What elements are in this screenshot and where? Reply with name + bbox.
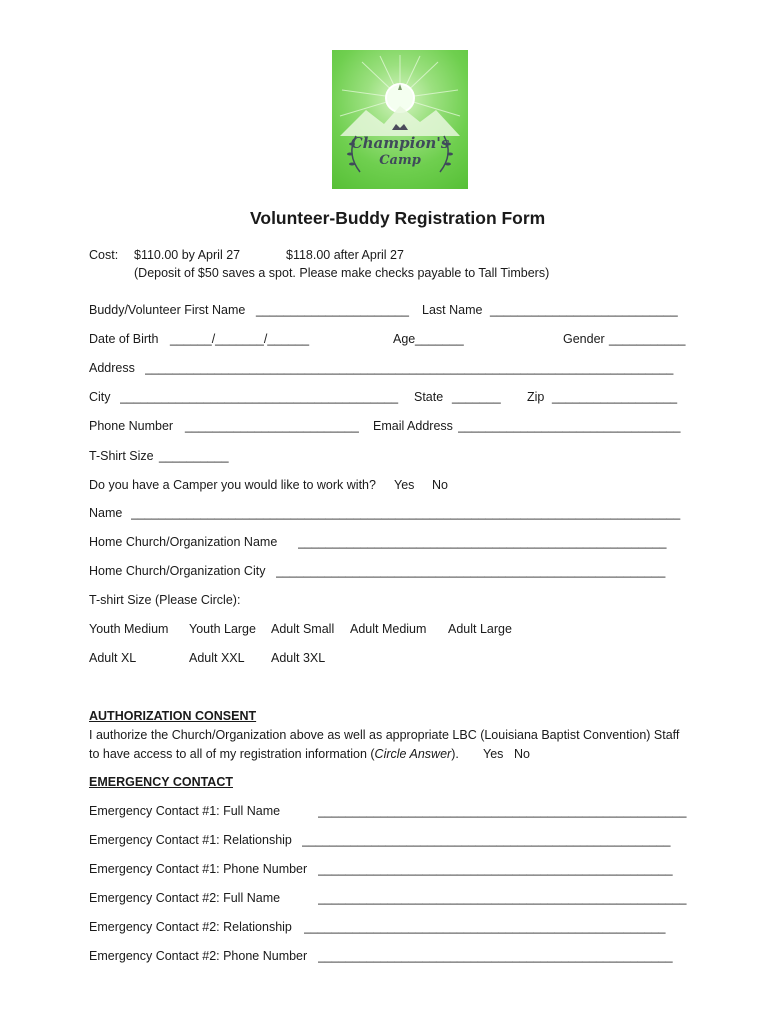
address-label: Address — [89, 361, 135, 375]
camper-question: Do you have a Camper you would like to work with? — [89, 478, 376, 492]
phone-field[interactable]: _________________________ — [185, 419, 359, 433]
size-option[interactable]: Youth Large — [189, 622, 256, 636]
form-title: Volunteer-Buddy Registration Form — [250, 208, 546, 228]
size-option[interactable]: Adult XL — [89, 651, 137, 665]
authorization-text-b: ). — [451, 747, 459, 761]
emergency-row-field[interactable]: ___________________________________________________ — [318, 862, 673, 876]
city-field[interactable]: ________________________________________ — [120, 390, 399, 404]
church-name-label: Home Church/Organization Name — [89, 535, 278, 549]
size-option[interactable]: Adult Medium — [350, 622, 427, 636]
svg-text:Camp: Camp — [379, 153, 421, 168]
gender-field[interactable]: ___________ — [609, 332, 686, 346]
church-name-field[interactable]: _____________________________________________________ — [298, 535, 667, 549]
cost-price-early: $110.00 by April 27 — [134, 248, 241, 262]
tshirt-size-field[interactable]: __________ — [159, 449, 229, 463]
authorization-yes-option[interactable]: Yes — [483, 747, 504, 761]
age-field[interactable]: _______ — [415, 332, 464, 346]
cost-price-late: $118.00 after April 27 — [286, 248, 404, 262]
emergency-row-field[interactable]: _____________________________________________________ — [318, 804, 687, 818]
emergency-row-field[interactable]: ___________________________________________________ — [318, 949, 673, 963]
authorization-text-italic: Circle Answer — [374, 747, 452, 761]
tshirt-size-label: T-Shirt Size — [89, 449, 154, 463]
authorization-text-line2 — [89, 747, 459, 761]
zip-field[interactable]: __________________ — [552, 390, 678, 404]
dob-label: Date of Birth — [89, 332, 159, 346]
dob-field[interactable]: ______/_______/______ — [170, 332, 310, 346]
phone-label: Phone Number — [89, 419, 174, 433]
camper-name-field[interactable]: _______________________________________________________________________________ — [131, 506, 681, 520]
city-label: City — [89, 390, 111, 404]
cost-label: Cost: — [89, 248, 119, 262]
authorization-text-a: to have access to all of my registration information ( — [89, 747, 375, 761]
state-field[interactable]: _______ — [452, 390, 501, 404]
emergency-row-label: Emergency Contact #1: Phone Number — [89, 862, 308, 876]
emergency-row-field[interactable]: ____________________________________________________ — [304, 920, 666, 934]
size-option[interactable]: Youth Medium — [89, 622, 169, 636]
age-label: Age — [393, 332, 416, 346]
emergency-row-field[interactable]: _____________________________________________________ — [318, 891, 687, 905]
authorization-no-option[interactable]: No — [514, 747, 530, 761]
church-city-label: Home Church/Organization City — [89, 564, 266, 578]
zip-label: Zip — [527, 390, 545, 404]
emergency-row-label: Emergency Contact #2: Phone Number — [89, 949, 308, 963]
deposit-note: (Deposit of $50 saves a spot. Please make checks payable to Tall Timbers) — [134, 266, 550, 280]
address-field[interactable]: ____________________________________________________________________________ — [145, 361, 674, 375]
tshirt-options-label: T-shirt Size (Please Circle): — [89, 593, 241, 607]
authorization-heading: AUTHORIZATION CONSENT — [89, 709, 257, 723]
emergency-row-label: Emergency Contact #2: Full Name — [89, 891, 281, 905]
size-option[interactable]: Adult 3XL — [271, 651, 326, 665]
emergency-row-label: Emergency Contact #2: Relationship — [89, 920, 292, 934]
camper-no-option[interactable]: No — [432, 478, 448, 492]
emergency-row-label: Emergency Contact #1: Relationship — [89, 833, 292, 847]
first-name-label: Buddy/Volunteer First Name — [89, 303, 246, 317]
email-label: Email Address — [373, 419, 453, 433]
svg-text:Champion's: Champion's — [350, 134, 450, 152]
camper-yes-option[interactable]: Yes — [394, 478, 415, 492]
authorization-text-line1: I authorize the Church/Organization above as well as appropriate LBC (Louisiana Baptist Convention) Staff — [89, 728, 680, 742]
first-name-field[interactable]: ______________________ — [256, 303, 409, 317]
gender-label: Gender — [563, 332, 605, 346]
size-option[interactable]: Adult Small — [271, 622, 335, 636]
email-field[interactable]: ________________________________ — [458, 419, 681, 433]
size-option[interactable]: Adult XXL — [189, 651, 245, 665]
church-city-field[interactable]: ________________________________________________________ — [276, 564, 666, 578]
last-name-label: Last Name — [422, 303, 483, 317]
state-label: State — [414, 390, 444, 404]
camper-name-label: Name — [89, 506, 123, 520]
emergency-row-field[interactable]: _____________________________________________________ — [302, 833, 671, 847]
emergency-heading: EMERGENCY CONTACT — [89, 775, 233, 789]
last-name-field[interactable]: ___________________________ — [490, 303, 678, 317]
champions-camp-logo — [332, 50, 468, 189]
emergency-row-label: Emergency Contact #1: Full Name — [89, 804, 281, 818]
size-option[interactable]: Adult Large — [448, 622, 512, 636]
logo-artwork — [332, 50, 468, 189]
